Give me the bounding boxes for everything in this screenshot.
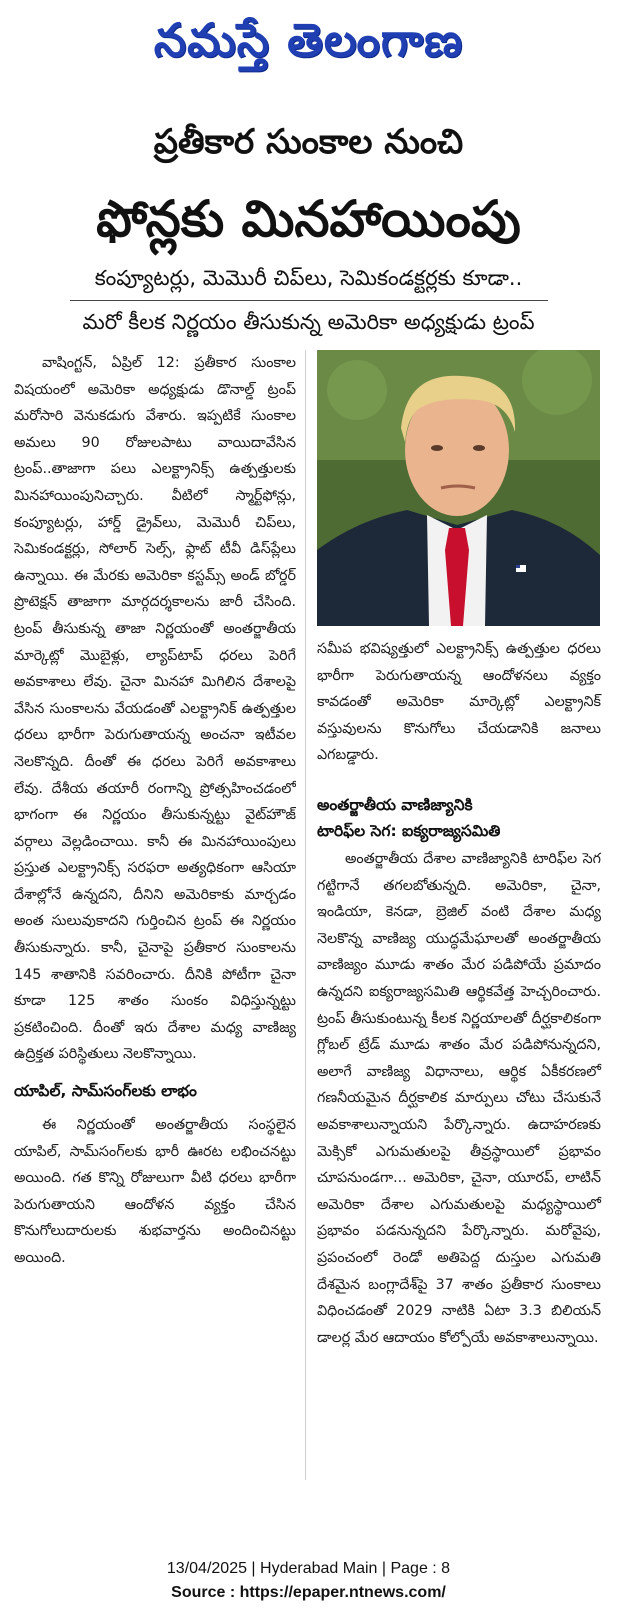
masthead-title: నమస్తే తెలంగాణ <box>153 13 464 67</box>
footer-dateline: 13/04/2025 | Hyderabad Main | Page : 8 <box>166 1560 451 1577</box>
column-divider <box>305 350 306 1480</box>
trump-photo <box>317 350 600 626</box>
subheadline-1: కంప్యూటర్లు, మెమొరీ చిప్‌లు, సెమికండక్టర్లకు కూడా.. <box>94 266 523 290</box>
left-column-paragraph: వాషింగ్టన్, ఏప్రిల్ 12: ప్రతీకార సుంకాల విషయంలో అమెరికా అధ్యక్షుడు డొనాల్డ్ ట్రంప్ మరోసారి వెనుకడుగు వేశారు. ఇప్పటికే సుంకాల అమలు 90 రోజులపాటు వాయిదావేసిన ట్రంప్..తాజాగా పలు ఎలక్ట్రానిక్స్ ఉత్పత్తులకు మినహాయింపునిచ్చారు. వీటిలో స్మార్ట్‌ఫోన్లు, కంప్యూటర్లు, హార్డ్ డ్రైవ్‌లు, మెమొరీ చిప్‌లు, సెమికండక్టర్లు, సోలార్ సెల్స్, ఫ్లాట్ టీవీ డిస్‌ప్లేలు ఉన్నాయి. ఈ మేరకు అమెరికా కస్టమ్స్ అండ్ బోర్డర్ ప్రొటెక్షన్ తాజాగా మార్గదర్శకాలను జారీ చేసింది. ట్రంప్ తీసుకున్న తాజా నిర్ణయంతో అంతర్జాతీయ మార్కెట్లో మొబైళ్లు, ల్యాప్‌టాప్ ధరలు పెరిగే అవకాశాలు లేవు. చైనా మినహా మిగిలిన దేశాలపై వేసిన సుంకాలను వేయడంతో ఎలక్ట్రానిక్ ఉత్పత్తుల ధరలు భారీగా పెరుగుతాయన్న అంచనా ఇటీవల నెలకొన్నది. దీంతో ఈ ధరలు పెరిగే అవకాశాలు లేవు. దేశీయ తయారీ రంగాన్ని ప్రోత్సహించడంలో భాగంగా ఈ నిర్ణయం తీసుకున్నట్టు వైట్‌హౌజ్ వర్గాలు వెల్లడించాయి. కానీ ఈ మినహాయింపులు ప్రస్తుత ఎలక్ట్రానిక్స్ సరఫరా అత్యధికంగా ఆసియా దేశాల్లోనే ఉన్నదని, దీనిని అమెరికాకు మార్చడం అంత సులువుకాదని గుర్తించిన ట్రంప్ ఈ నిర్ణయం తీసుకున్నారు. కానీ, చైనాపై ప్రతీకార సుంకాలను 145 శాతానికి సవరించారు. దీనికి పోటీగా చైనా కూడా 125 శాతం సుంకం విధిస్తున్నట్టు ప్రకటించింది. దీంతో ఇరు దేశాల మధ్య వాణిజ్య ఉద్రిక్తత పరిస్థితులు నెలకొన్నాయి. <box>14 355 296 1063</box>
headline-line-2: ఫోన్లకు మినహాయింపు <box>96 190 521 248</box>
un-heading-line-1: అంతర్జాతీయ వాణిజ్యానికి <box>317 796 473 814</box>
masthead <box>0 4 617 76</box>
headline-line-1: ప్రతీకార సుంకాల నుంచి <box>153 122 464 162</box>
subheadline-2: మరో కీలక నిర్ణయం తీసుకున్న అమెరికా అధ్యక్షుడు ట్రంప్ <box>82 310 535 334</box>
right-top-column <box>317 636 601 769</box>
right-bottom-column <box>317 846 601 1351</box>
right-top-paragraph: సమీప భవిష్యత్తులో ఎలక్ట్రానిక్స్ ఉత్పత్తుల ధరలు భారీగా పెరుగుతాయన్న ఆందోళనలు వ్యక్తం కావడంతో అమెరికా మార్కెట్లో ఎలక్ట్రానిక్ వస్తువులను కొనుగోలు చేయడానికి జనాలు ఎగబడ్డారు. <box>317 641 601 764</box>
apple-section-paragraph: ఈ నిర్ణయంతో అంతర్జాతీయ సంస్థలైన యాపిల్, సామ్‌సంగ్‌లకు భారీ ఊరట లభించనట్టు అయింది. గత కొన్ని రోజులుగా వీటి ధరలు భారీగా పెరుగుతాయని ఆందోళన వ్యక్తం చేసిన కొనుగోలుదారులకు శుభవార్తను అందించినట్టు అయింది. <box>14 1117 296 1266</box>
un-section-paragraph: అంతర్జాతీయ దేశాల వాణిజ్యానికి టారిఫ్‌ల సెగ గట్టిగానే తగలబోతున్నది. అమెరికా, చైనా, ఇండియా, కెనడా, బ్రెజిల్ వంటి దేశాల మధ్య నెలకొన్న వాణిజ్య యుద్ధమేఘాలతో అంతర్జాతీయ వాణిజ్యం మూడు శాతం మేర పడిపోయే ప్రమాదం ఉన్నదని ఐక్యరాజ్యసమితి ఆర్థికవేత్త హెచ్చరించారు. ట్రంప్ తీసుకుంటున్న కీలక నిర్ణయాలతో దీర్ఘకాలికంగా గ్లోబల్ ట్రేడ్ మూడు శాతం మేర పడిపోనున్నదని, అలాగే వాణిజ్య విధానాలు, ఆర్థిక ఏకీకరణలో గణనీయమైన దీర్ఘకాలిక మార్పులు చోటు చేసుకునే అవకాశాలున్నాయని పేర్కొన్నారు. ఉదాహరణకు మెక్సికో ఎగుమతులపై తీవ్రస్థాయిలో ప్రభావం చూపనుండగా... అమెరికా, చైనా, యూరప్, లాటిన్ అమెరికా దేశాల ఎగుమతులపై మధ్యస్థాయిలో ప్రభావం పడనున్నదని పేర్కొన్నారు. మరోవైపు, ప్రపంచంలో రెండో అతిపెద్ద దుస్తుల ఎగుమతి దేశమైన బంగ్లాదేశ్‌పై 37 శాతం ప్రతీకార సుంకాలు విధించడంతో 2029 నాటికి ఏటా 3.3 బిలియన్ డాలర్ల మేర ఆదాయం కోల్పోయే అవకాశాలున్నాయి. <box>317 851 601 1346</box>
apple-section-heading: యాపిల్, సామ్‌సంగ్‌లకు లాభం <box>14 1082 197 1101</box>
footer-source: Source : https://epaper.ntnews.com/ <box>171 1584 446 1601</box>
un-section-heading <box>317 792 601 844</box>
subheadline-divider <box>70 300 548 301</box>
un-heading-line-2: టారిఫ్‌ల సెగ: ఐక్యరాజ్యసమితి <box>317 822 501 840</box>
left-column <box>14 350 296 1486</box>
